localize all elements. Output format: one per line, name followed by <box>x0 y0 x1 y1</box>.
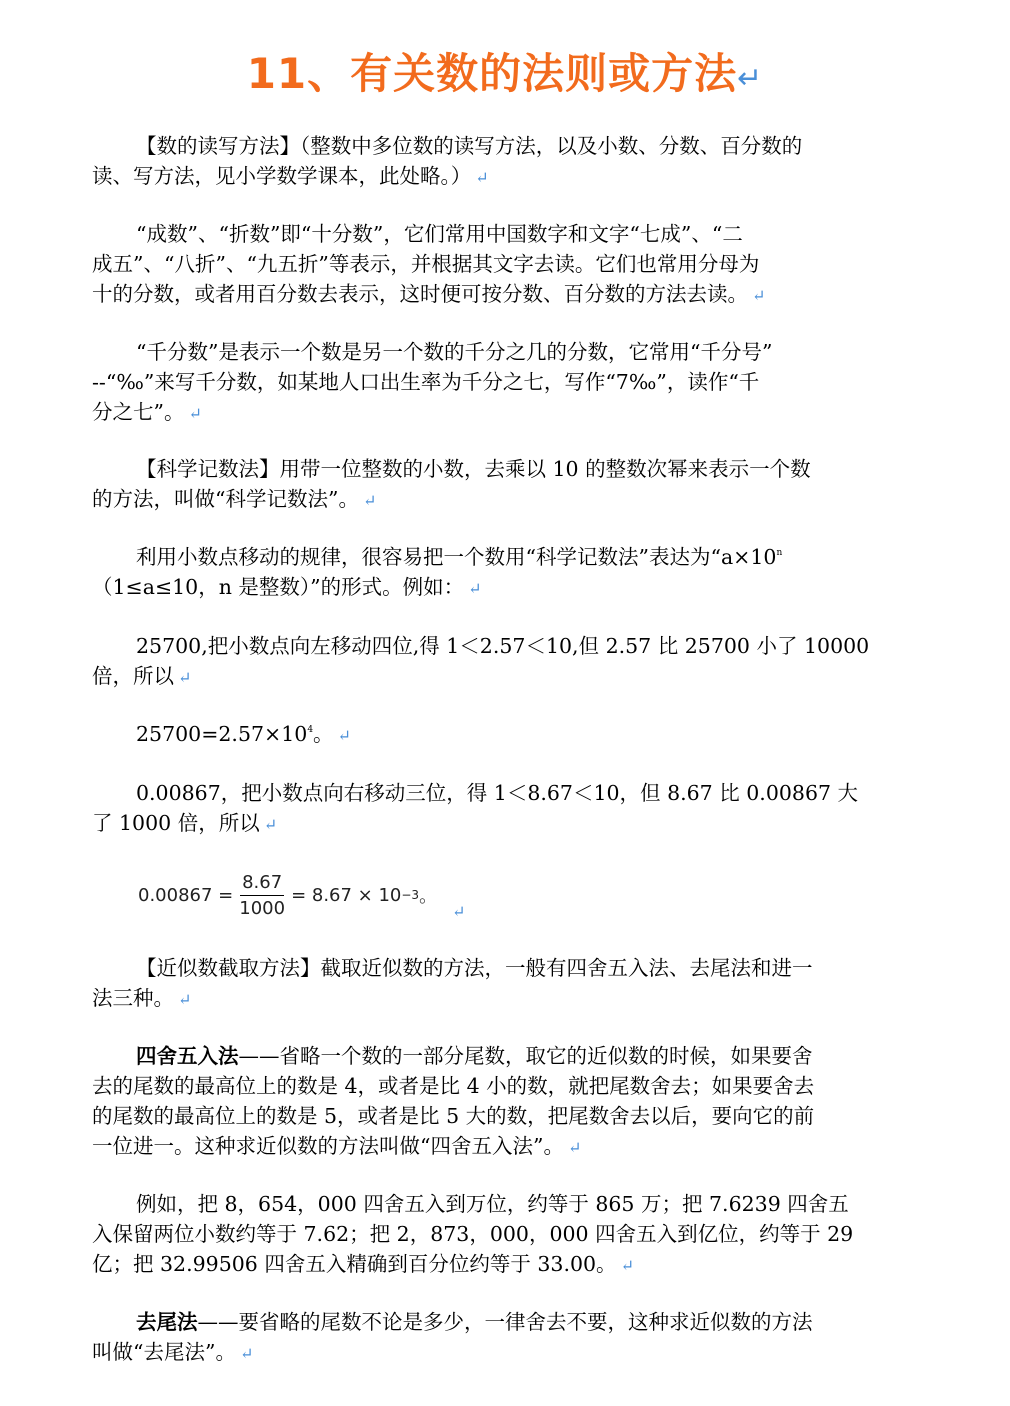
paragraph-scientific-notation: 【科学记数法】用带一位整数的小数，去乘以 10 的整数次幂来表示一个数 的方法，叫做“科学记数法”。 ↵ <box>92 457 811 511</box>
paragraph-decimal-shift: 利用小数点移动的规律，很容易把一个数用“科学记数法”表达为“$a\times 10^n$ （1≤a≤10，n 是整数）”的形式。例如： ↵ <box>92 545 783 599</box>
paragraph-mark-icon: ↵ <box>475 168 489 187</box>
fraction <box>237 872 287 919</box>
paragraph-mark-icon: ↵ <box>452 902 466 921</box>
paragraph-mark-icon: ↵ <box>178 990 192 1009</box>
paragraph-mark-icon: ↵ <box>752 286 766 305</box>
paragraph-mark-icon: ↵ <box>337 726 351 745</box>
paragraph-rounding-examples: 例如，把 8，654，000 四舍五入到万位，约等于 865 万；把 7.6239 四舍五 入保留两位小数约等于 7.62；把 2，873，000，000 四舍五入到亿位，约等于 29 亿；把 32.99506 四舍五入精确到百分位约等于 33.00。 ↵ <box>92 1192 854 1276</box>
paragraph-reading-writing: 【数的读写方法】（整数中多位数的读写方法，以及小数、分数、百分数的 读、写方法，见小学数学课本，此处略。） ↵ <box>92 134 803 188</box>
fraction-denominator: 1000 <box>239 897 286 919</box>
paragraph-mark-icon: ↵ <box>263 815 278 834</box>
page-title: 11、有关数的法则或方法↵ <box>246 49 764 98</box>
paragraph-example-000867: 0.00867，把小数点向右移动三位，得 1＜8.67＜10，但 8.67 比 0.00867 大 了 1000 倍，所以 ↵ <box>92 781 859 835</box>
paragraph-equation-25700: $25700=2.57\times 10^4$。 ↵ <box>136 722 351 746</box>
paragraph-permille: “千分数”是表示一个数是另一个数的千分之几的分数，它常用“千分号” --“‰”来写千分数，如某地人口出生率为千分之七，写作“7‰”，读作“千 分之七”。 ↵ <box>92 340 773 424</box>
paragraph-mark-icon: ↵ <box>737 61 764 96</box>
fraction-formula: 0.00867 = $\frac{8.67}{1000}$ = 8.67 × 10 −3 。 <box>138 871 438 919</box>
paragraph-mark-icon: ↵ <box>468 579 482 598</box>
paragraph-mark-icon: ↵ <box>362 491 377 510</box>
paragraph-rounding: 四舍五入法——省略一个数的一部分尾数，取它的近似数的时候，如果要舍 去的尾数的最高位上的数是 4，或者是比 4 小的数，就把尾数舍去；如果要舍去 的尾数的最高位上的数是 5，或者是比 5 大的数，把尾数舍去以后，要向它的前 一位进一。这种求近似数的方法叫做“四舍五入法”。 ↵ <box>92 1044 815 1158</box>
paragraph-mark-icon: ↵ <box>567 1138 582 1157</box>
paragraph-mark-icon: ↵ <box>188 404 202 423</box>
paragraph-example-25700: 25700,把小数点向左移动四位,得 1＜2.57＜10,但 2.57 比 25700 小了 10000 倍，所以 ↵ <box>92 634 870 688</box>
paragraph-truncation: 去尾法——要省略的尾数不论是多少，一律舍去不要，这种求近似数的方法 叫做“去尾法”。 ↵ <box>92 1310 813 1364</box>
fraction-numerator: 8.67 <box>240 872 284 896</box>
paragraph-mark-icon: ↵ <box>620 1256 634 1275</box>
paragraph-mark-icon: ↵ <box>178 668 192 687</box>
paragraph-mark-icon: ↵ <box>239 1344 254 1363</box>
paragraph-approximation-methods: 【近似数截取方法】截取近似数的方法，一般有四舍五入法、去尾法和进一 法三种。 ↵ <box>92 956 813 1010</box>
paragraph-cheng-zhe: “成数”、“折数”即“十分数”，它们常用中国数字和文字“七成”、“二 成五”、“八折”、“九五折”等表示，并根据其文字去读。它们也常用分母为 十的分数，或者用百分数去表示，这时便可按分数、百分数的方法去读。 ↵ <box>92 222 766 306</box>
